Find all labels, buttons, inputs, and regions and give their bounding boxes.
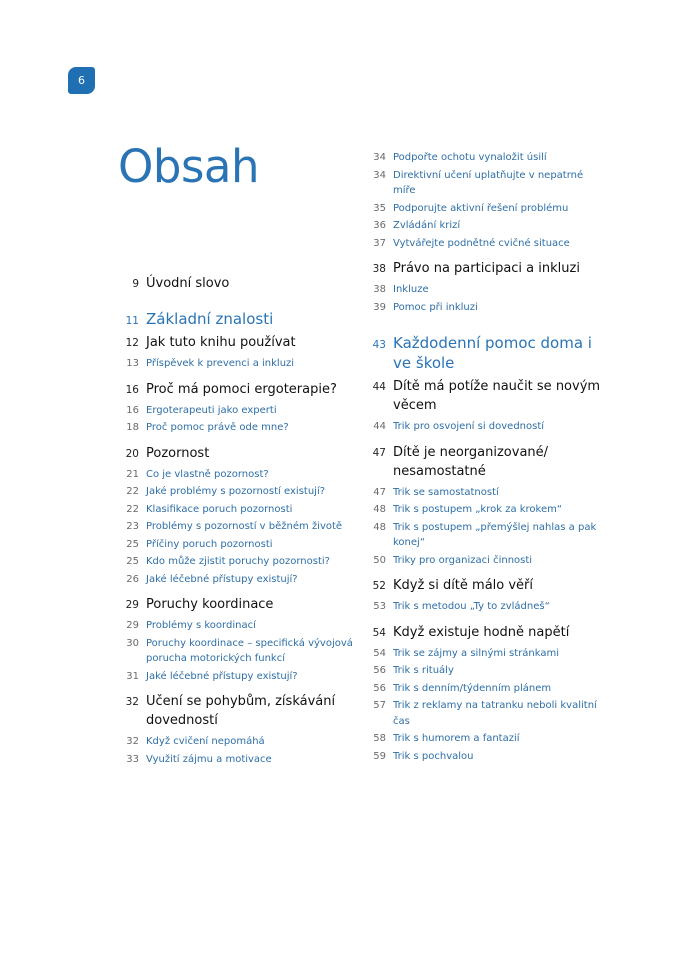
toc-page-number: 39 [373,301,386,313]
toc-page-number: 22 [126,503,139,515]
toc-page-number: 30 [126,637,139,649]
toc-entry-title: Učení se pohybům, získávání dovedností [146,694,336,728]
toc-chapter [115,595,355,614]
toc-subentry [362,150,602,166]
toc-entry-title: Když cvičení nepomáhá [146,736,265,747]
toc-page-number: 58 [373,733,386,744]
toc-subentry [362,236,602,252]
toc-entry-title: Jaké léčebné přístupy existují? [146,573,298,585]
toc-entry-title: Trik s denním/týdenním plánem [393,682,552,694]
toc-subentry [115,537,355,553]
toc-page-number: 37 [373,237,386,249]
toc-subentry [362,218,602,234]
page-number-badge: 6 [68,67,95,94]
toc-subentry [115,420,355,436]
toc-subentry [362,731,602,747]
toc-page-number: 50 [373,554,386,566]
toc-subentry [362,201,602,217]
toc-entry-title: Pozornost [146,445,210,461]
toc-page-number: 36 [373,220,386,231]
toc-page-number: 44 [372,381,386,393]
toc-page-number: 33 [126,753,139,765]
toc-entry-title: Základní znalosti [146,310,274,328]
toc-subentry [115,519,355,535]
toc-entry-title: Trik s pochvalou [393,750,474,762]
toc-entry-title: Proč pomoc právě ode mne? [146,422,289,433]
toc-entry-title: Proč má pomoci ergoterapie? [146,381,337,397]
toc-page-number: 34 [373,169,386,181]
toc-page-number: 20 [125,447,139,460]
toc-part-heading [115,309,355,329]
toc-subentry [362,749,602,765]
toc-entry-title: Problémy s pozorností v běžném životě [146,521,343,532]
toc-page-number: 52 [372,580,386,592]
toc-chapter [115,380,355,399]
toc-subentry [115,484,355,500]
toc-entry-title: Triky pro organizaci činnosti [393,554,533,566]
toc-subentry [362,663,602,679]
toc-page-number: 9 [132,278,139,290]
toc-entry-title: Podpořte ochotu vynaložit úsilí [393,152,547,163]
toc-entry-title: Trik s postupem „krok za krokem“ [393,504,563,515]
toc-page-number: 16 [125,383,139,396]
toc-page-number: 57 [373,700,386,711]
toc-subentry [362,599,602,615]
toc-entry-title: Poruchy koordinace – specifická vývojová porucha motorických funkcí [146,637,353,664]
toc-page-number: 35 [373,202,386,214]
toc-entry-title: Vytvářejte podnětné cvičné situace [393,237,570,249]
toc-page-number: 54 [373,647,386,659]
toc-page-number: 56 [373,682,386,694]
toc-page-number: 54 [372,626,386,639]
toc-entry-title: Problémy s koordinací [146,620,256,631]
toc-entry-title: Využití zájmu a motivace [146,753,272,765]
toc-page-number: 32 [125,696,139,708]
toc-entry-title: Pomoc při inkluzi [393,301,478,313]
toc-subentry [362,520,602,551]
toc-entry-title: Když si dítě málo věří [393,578,534,593]
toc-chapter [362,259,602,278]
toc-page-number: 31 [126,670,139,682]
toc-page-number: 47 [373,486,386,498]
toc-entry-title: Trik se zájmy a silnými stránkami [393,647,560,659]
toc-subentry [362,419,602,435]
toc-entry-title: Poruchy koordinace [146,597,274,612]
toc-subentry [115,467,355,483]
toc-entry-title: Trik z reklamy na tatranku neboli kvalitní čas [393,700,597,727]
toc-entry-title: Když existuje hodně napětí [393,624,570,640]
toc-subentry [362,502,602,518]
toc-page-number: 23 [126,521,139,532]
toc-chapter [115,444,355,463]
toc-entry-title: Zvládání krizí [393,220,461,231]
toc-entry-title: Trik se samostatností [393,486,499,498]
toc-subentry [362,485,602,501]
toc-page-number: 59 [373,750,386,762]
toc-subentry [362,168,602,199]
toc-subentry [115,636,355,667]
toc-subentry [362,553,602,569]
toc-entry-title: Dítě je neorganizované/ nesamostatné [393,444,549,479]
toc-page-number: 21 [126,468,139,480]
toc-subentry [115,502,355,518]
toc-entry-title: Příčiny poruch pozornosti [146,538,273,550]
toc-subentry [115,669,355,685]
toc-page-number: 32 [126,736,139,747]
toc-page-number: 26 [126,573,139,585]
page-title: Obsah [118,140,260,193]
toc-entry-title: Podporujte aktivní řešení problému [393,202,569,214]
toc-left-column [115,274,355,769]
toc-entry-title: Klasifikace poruch pozornosti [146,503,293,515]
toc-entry-title: Kdo může zjistit poruchy pozornosti? [146,556,330,567]
toc-subentry [362,646,602,662]
toc-entry-title: Jak tuto knihu používat [146,335,296,350]
toc-page-number: 44 [373,421,386,432]
toc-entry-title: Trik s rituály [393,665,454,676]
toc-entry-title: Ergoterapeuti jako experti [146,404,277,416]
toc-entry-title: Každodenní pomoc doma i ve škole [393,334,592,372]
toc-chapter [115,333,355,352]
toc-page-number: 22 [126,486,139,497]
toc-subentry [362,698,602,729]
toc-page-number: 29 [125,599,139,611]
toc-subentry [115,572,355,588]
toc-page-number: 48 [373,521,386,533]
toc-part-heading [362,333,602,373]
toc-subentry [115,403,355,419]
toc-chapter [362,623,602,642]
toc-page-number: 25 [126,556,139,567]
toc-page-number: 53 [373,601,386,612]
toc-entry-title: Jaké léčebné přístupy existují? [146,670,298,682]
toc-subentry [115,734,355,750]
toc-subentry [362,300,602,316]
toc-chapter [362,576,602,595]
toc-page-number: 43 [372,339,386,351]
toc-entry-title: Úvodní slovo [146,276,230,291]
toc-chapter [362,443,602,481]
toc-page-number: 13 [126,358,139,369]
toc-page-number: 18 [126,422,139,433]
toc-chapter [115,274,355,293]
toc-entry-title: Jaké problémy s pozorností existují? [146,486,326,497]
toc-entry-title: Příspěvek k prevenci a inkluzi [146,358,295,369]
toc-entry-title: Dítě má potíže naučit se novým věcem [393,379,601,413]
toc-entry-title: Trik s postupem „přemýšlej nahlas a pak konej“ [393,521,597,548]
toc-page-number: 38 [373,284,386,295]
toc-page-number: 11 [125,315,139,327]
toc-page-number: 16 [126,404,139,416]
toc-page-number: 25 [126,538,139,550]
toc-subentry [115,554,355,570]
toc-entry-title: Direktivní učení uplatňujte v nepatrné míře [393,169,584,196]
toc-entry-title: Co je vlastně pozornost? [146,468,269,480]
toc-page-number: 47 [372,446,386,459]
toc-entry-title: Trik pro osvojení si dovedností [393,421,545,432]
toc-subentry [362,681,602,697]
toc-subentry [115,752,355,768]
toc-page-number: 56 [373,665,386,676]
toc-subentry [115,356,355,372]
toc-page-number: 12 [125,337,139,349]
toc-entry-title: Právo na participaci a inkluzi [393,261,580,276]
toc-entry-title: Trik s metodou „Ty to zvládneš“ [393,601,550,612]
toc-chapter [362,377,602,415]
toc-right-column [362,150,602,766]
toc-chapter [115,692,355,730]
toc-page-number: 48 [373,504,386,515]
toc-entry-title: Inkluze [393,284,429,295]
toc-subentry [115,618,355,634]
toc-page-number: 34 [373,152,386,163]
toc-page-number: 38 [372,263,386,275]
toc-entry-title: Trik s humorem a fantazií [393,733,520,744]
toc-subentry [362,282,602,298]
toc-page-number: 29 [126,620,139,631]
